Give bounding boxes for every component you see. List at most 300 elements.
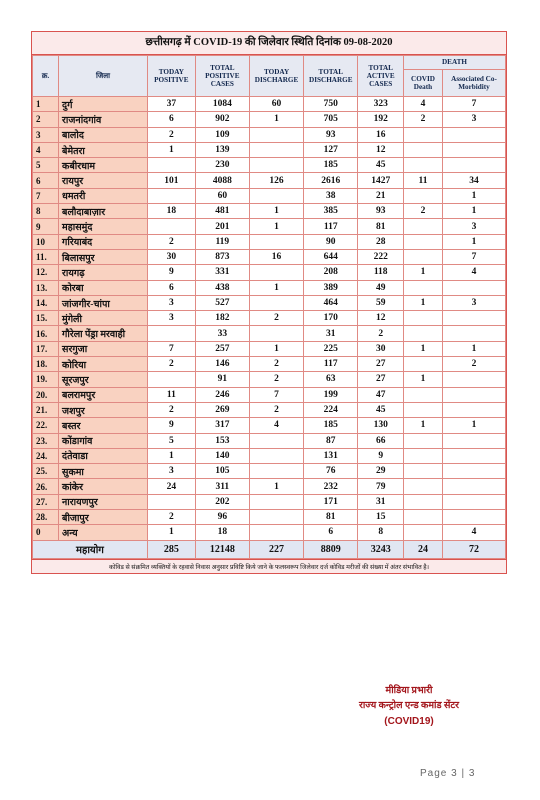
row-total-discharge: 208	[304, 265, 358, 280]
row-comorbidity	[443, 311, 506, 326]
row-district: बालोद	[59, 127, 148, 142]
total-covid-death: 24	[403, 540, 442, 558]
table-row	[33, 173, 506, 188]
table-row	[33, 204, 506, 219]
row-covid-death	[403, 219, 442, 234]
row-today-discharge	[249, 142, 303, 157]
header-death: DEATH	[403, 56, 505, 70]
table-row	[33, 219, 506, 234]
row-today-positive: 9	[147, 265, 195, 280]
table-row	[33, 265, 506, 280]
row-total-positive: 140	[195, 448, 249, 463]
row-active: 8	[358, 525, 404, 540]
row-covid-death: 1	[403, 418, 442, 433]
row-today-positive: 24	[147, 479, 195, 494]
row-active: 45	[358, 158, 404, 173]
row-total-positive: 269	[195, 402, 249, 417]
row-active: 21	[358, 188, 404, 203]
row-total-discharge: 389	[304, 280, 358, 295]
row-today-positive: 9	[147, 418, 195, 433]
row-today-discharge: 2	[249, 372, 303, 387]
row-today-positive: 37	[147, 97, 195, 112]
row-today-positive: 3	[147, 295, 195, 310]
row-today-discharge: 60	[249, 97, 303, 112]
row-total-discharge: 232	[304, 479, 358, 494]
row-active: 49	[358, 280, 404, 295]
row-today-discharge	[249, 510, 303, 525]
row-total-discharge: 131	[304, 448, 358, 463]
table-row	[33, 249, 506, 264]
row-comorbidity: 3	[443, 112, 506, 127]
row-total-positive: 873	[195, 249, 249, 264]
row-active: 130	[358, 418, 404, 433]
row-comorbidity: 1	[443, 204, 506, 219]
row-district: महासमुंद	[59, 219, 148, 234]
row-total-discharge: 87	[304, 433, 358, 448]
row-district: बलौदाबाज़ार	[59, 204, 148, 219]
table-row	[33, 402, 506, 417]
row-comorbidity: 7	[443, 97, 506, 112]
row-today-positive: 2	[147, 510, 195, 525]
signature-line3: (COVID19)	[384, 716, 434, 727]
row-today-discharge	[249, 448, 303, 463]
total-row	[33, 540, 506, 558]
row-district: कोंडागांव	[59, 433, 148, 448]
row-sno: 21.	[33, 402, 59, 417]
row-today-discharge: 2	[249, 357, 303, 372]
row-total-positive: 317	[195, 418, 249, 433]
row-today-positive	[147, 188, 195, 203]
row-district: नारायणपुर	[59, 494, 148, 509]
row-comorbidity	[443, 280, 506, 295]
row-active: 222	[358, 249, 404, 264]
row-total-positive: 60	[195, 188, 249, 203]
row-sno: 8	[33, 204, 59, 219]
row-comorbidity	[443, 448, 506, 463]
row-total-discharge: 6	[304, 525, 358, 540]
row-total-discharge: 93	[304, 127, 358, 142]
row-today-discharge	[249, 295, 303, 310]
row-total-positive: 202	[195, 494, 249, 509]
table-row	[33, 188, 506, 203]
row-active: 118	[358, 265, 404, 280]
row-today-positive	[147, 219, 195, 234]
row-sno: 3	[33, 127, 59, 142]
row-today-discharge: 126	[249, 173, 303, 188]
total-total-positive: 12148	[195, 540, 249, 558]
row-sno: 12.	[33, 265, 59, 280]
row-comorbidity: 1	[443, 234, 506, 249]
row-sno: 14.	[33, 295, 59, 310]
row-total-positive: 230	[195, 158, 249, 173]
row-sno: 4	[33, 142, 59, 157]
row-covid-death: 2	[403, 112, 442, 127]
row-today-discharge: 1	[249, 112, 303, 127]
row-sno: 18.	[33, 357, 59, 372]
row-sno: 5	[33, 158, 59, 173]
row-today-discharge	[249, 464, 303, 479]
row-comorbidity: 1	[443, 188, 506, 203]
row-total-positive: 201	[195, 219, 249, 234]
row-active: 27	[358, 372, 404, 387]
table-row	[33, 510, 506, 525]
row-today-positive	[147, 158, 195, 173]
row-covid-death	[403, 494, 442, 509]
row-district: बस्तर	[59, 418, 148, 433]
row-covid-death	[403, 127, 442, 142]
row-covid-death: 1	[403, 341, 442, 356]
row-comorbidity: 3	[443, 219, 506, 234]
row-sno: 27.	[33, 494, 59, 509]
row-comorbidity	[443, 326, 506, 341]
row-district: गौरेला पेंड्रा मरवाही	[59, 326, 148, 341]
row-sno: 26.	[33, 479, 59, 494]
row-covid-death	[403, 188, 442, 203]
signature-line2: राज्य कन्ट्रोल एन्ड कमांड सेंटर	[358, 701, 460, 711]
row-sno: 7	[33, 188, 59, 203]
row-comorbidity	[443, 464, 506, 479]
row-total-positive: 257	[195, 341, 249, 356]
row-district: जशपुर	[59, 402, 148, 417]
row-district: गरियाबंद	[59, 234, 148, 249]
row-comorbidity	[443, 372, 506, 387]
row-total-positive: 246	[195, 387, 249, 402]
row-total-discharge: 38	[304, 188, 358, 203]
total-active: 3243	[358, 540, 404, 558]
row-today-discharge	[249, 326, 303, 341]
row-total-discharge: 90	[304, 234, 358, 249]
row-total-positive: 119	[195, 234, 249, 249]
row-covid-death	[403, 311, 442, 326]
total-comorbidity: 72	[443, 540, 506, 558]
row-district: अन्य	[59, 525, 148, 540]
footnote: कोविड से संक्रमित व्यक्तियों के रहवासे निवास अनुसार प्रविष्टि किये जाने के फलस्वरूप जिलेवार दर्ज कोविड मरीजों की संख्या में अंतर संभावित है।	[32, 559, 506, 573]
row-total-discharge: 705	[304, 112, 358, 127]
header-comorbidity: Associated Co-Morbidity	[443, 70, 506, 97]
row-total-discharge: 2616	[304, 173, 358, 188]
row-today-discharge	[249, 234, 303, 249]
signature-block	[346, 684, 472, 729]
row-covid-death	[403, 448, 442, 463]
row-district: दुर्ग	[59, 97, 148, 112]
row-today-positive: 3	[147, 464, 195, 479]
row-sno: 25.	[33, 464, 59, 479]
row-sno: 28.	[33, 510, 59, 525]
covid-status-sheet	[31, 31, 507, 574]
row-total-discharge: 224	[304, 402, 358, 417]
row-today-discharge: 2	[249, 311, 303, 326]
row-today-discharge	[249, 188, 303, 203]
row-active: 31	[358, 494, 404, 509]
row-today-discharge: 4	[249, 418, 303, 433]
row-total-discharge: 750	[304, 97, 358, 112]
row-covid-death: 1	[403, 265, 442, 280]
row-covid-death	[403, 464, 442, 479]
row-comorbidity	[443, 433, 506, 448]
row-sno: 9	[33, 219, 59, 234]
row-active: 47	[358, 387, 404, 402]
row-total-positive: 146	[195, 357, 249, 372]
row-comorbidity: 1	[443, 341, 506, 356]
row-active: 93	[358, 204, 404, 219]
row-today-discharge	[249, 127, 303, 142]
row-total-discharge: 31	[304, 326, 358, 341]
row-district: राजनांदगांव	[59, 112, 148, 127]
table-row	[33, 127, 506, 142]
row-active: 323	[358, 97, 404, 112]
row-total-positive: 438	[195, 280, 249, 295]
row-covid-death	[403, 525, 442, 540]
row-today-positive: 5	[147, 433, 195, 448]
row-active: 12	[358, 311, 404, 326]
page-number: Page 3 | 3	[420, 768, 476, 779]
row-total-positive: 105	[195, 464, 249, 479]
row-covid-death	[403, 387, 442, 402]
row-total-positive: 4088	[195, 173, 249, 188]
table-row	[33, 112, 506, 127]
row-today-discharge: 7	[249, 387, 303, 402]
table-row	[33, 357, 506, 372]
row-covid-death: 1	[403, 372, 442, 387]
row-comorbidity	[443, 142, 506, 157]
header-total-discharge: TOTAL DISCHARGE	[304, 56, 358, 97]
row-active: 9	[358, 448, 404, 463]
row-total-discharge: 644	[304, 249, 358, 264]
row-sno: 15.	[33, 311, 59, 326]
row-covid-death	[403, 249, 442, 264]
row-total-discharge: 225	[304, 341, 358, 356]
row-total-positive: 331	[195, 265, 249, 280]
row-sno: 6	[33, 173, 59, 188]
row-district: कांकेर	[59, 479, 148, 494]
row-today-discharge: 1	[249, 479, 303, 494]
header-covid-death: COVID Death	[403, 70, 442, 97]
row-covid-death	[403, 142, 442, 157]
row-covid-death	[403, 326, 442, 341]
row-total-discharge: 81	[304, 510, 358, 525]
total-today-discharge: 227	[249, 540, 303, 558]
row-district: बीजापुर	[59, 510, 148, 525]
row-district: सूरजपुर	[59, 372, 148, 387]
table-row	[33, 372, 506, 387]
row-total-discharge: 385	[304, 204, 358, 219]
table-row	[33, 234, 506, 249]
row-today-discharge: 1	[249, 219, 303, 234]
table-row	[33, 525, 506, 540]
row-comorbidity: 1	[443, 418, 506, 433]
row-today-discharge: 1	[249, 204, 303, 219]
row-total-positive: 182	[195, 311, 249, 326]
row-total-positive: 96	[195, 510, 249, 525]
row-district: धमतरी	[59, 188, 148, 203]
table-row	[33, 494, 506, 509]
row-sno: 19.	[33, 372, 59, 387]
row-comorbidity: 7	[443, 249, 506, 264]
row-active: 28	[358, 234, 404, 249]
row-today-positive: 2	[147, 357, 195, 372]
row-today-positive: 6	[147, 280, 195, 295]
row-active: 27	[358, 357, 404, 372]
row-total-discharge: 185	[304, 418, 358, 433]
row-comorbidity	[443, 479, 506, 494]
row-sno: 20.	[33, 387, 59, 402]
table-row	[33, 158, 506, 173]
row-sno: 0	[33, 525, 59, 540]
row-comorbidity	[443, 158, 506, 173]
row-today-discharge	[249, 494, 303, 509]
row-total-positive: 18	[195, 525, 249, 540]
row-today-positive: 1	[147, 142, 195, 157]
row-comorbidity: 4	[443, 265, 506, 280]
header-total-active: TOTAL ACTIVE CASES	[358, 56, 404, 97]
table-row	[33, 479, 506, 494]
row-active: 16	[358, 127, 404, 142]
row-covid-death	[403, 280, 442, 295]
row-sno: 2	[33, 112, 59, 127]
row-district: दंतेवाडा	[59, 448, 148, 463]
row-sno: 13.	[33, 280, 59, 295]
row-today-positive: 18	[147, 204, 195, 219]
row-comorbidity: 3	[443, 295, 506, 310]
row-today-discharge: 1	[249, 341, 303, 356]
row-district: मुंगेली	[59, 311, 148, 326]
row-district: कबीरधाम	[59, 158, 148, 173]
total-total-discharge: 8809	[304, 540, 358, 558]
row-today-positive: 101	[147, 173, 195, 188]
row-active: 30	[358, 341, 404, 356]
row-today-discharge: 1	[249, 280, 303, 295]
row-today-positive: 1	[147, 525, 195, 540]
table-row	[33, 387, 506, 402]
row-active: 192	[358, 112, 404, 127]
table-row	[33, 433, 506, 448]
row-active: 66	[358, 433, 404, 448]
row-today-positive: 30	[147, 249, 195, 264]
row-total-discharge: 185	[304, 158, 358, 173]
row-total-discharge: 171	[304, 494, 358, 509]
row-covid-death	[403, 234, 442, 249]
row-total-positive: 109	[195, 127, 249, 142]
row-total-positive: 481	[195, 204, 249, 219]
header-district: जिला	[59, 56, 148, 97]
total-label: महायोग	[33, 540, 148, 558]
row-total-positive: 1084	[195, 97, 249, 112]
row-today-discharge: 16	[249, 249, 303, 264]
header-today-discharge: TODAY DISCHARGE	[249, 56, 303, 97]
row-total-discharge: 170	[304, 311, 358, 326]
row-total-discharge: 117	[304, 357, 358, 372]
row-covid-death	[403, 158, 442, 173]
header-today-positive: TODAY POSITIVE	[147, 56, 195, 97]
table-row	[33, 142, 506, 157]
row-today-positive: 3	[147, 311, 195, 326]
row-covid-death	[403, 402, 442, 417]
row-comorbidity	[443, 402, 506, 417]
row-district: कोरिया	[59, 357, 148, 372]
row-total-positive: 33	[195, 326, 249, 341]
row-today-positive: 7	[147, 341, 195, 356]
row-covid-death	[403, 479, 442, 494]
table-row	[33, 97, 506, 112]
table-row	[33, 448, 506, 463]
row-sno: 24.	[33, 448, 59, 463]
row-district: बिलासपुर	[59, 249, 148, 264]
row-covid-death: 11	[403, 173, 442, 188]
row-today-positive: 2	[147, 402, 195, 417]
row-today-discharge	[249, 433, 303, 448]
row-total-discharge: 127	[304, 142, 358, 157]
row-total-discharge: 76	[304, 464, 358, 479]
row-covid-death: 2	[403, 204, 442, 219]
row-district: सरगुजा	[59, 341, 148, 356]
row-district: रायपुर	[59, 173, 148, 188]
row-active: 29	[358, 464, 404, 479]
row-total-positive: 902	[195, 112, 249, 127]
table-row	[33, 341, 506, 356]
row-comorbidity: 2	[443, 357, 506, 372]
row-today-positive: 6	[147, 112, 195, 127]
row-today-discharge	[249, 265, 303, 280]
table-row	[33, 326, 506, 341]
row-comorbidity	[443, 494, 506, 509]
row-district: बेमेतरा	[59, 142, 148, 157]
header-sno: क्र.	[33, 56, 59, 97]
row-covid-death: 1	[403, 295, 442, 310]
row-active: 2	[358, 326, 404, 341]
row-sno: 11.	[33, 249, 59, 264]
row-total-positive: 311	[195, 479, 249, 494]
table-row	[33, 295, 506, 310]
row-comorbidity	[443, 387, 506, 402]
signature-line1: मीडिया प्रभारी	[385, 686, 433, 696]
report-title: छत्तीसगढ़ में COVID-19 की जिलेवार स्थिति दिनांक 09-08-2020	[32, 32, 506, 55]
row-total-positive: 91	[195, 372, 249, 387]
row-today-discharge	[249, 158, 303, 173]
table-row	[33, 418, 506, 433]
header-total-positive: TOTAL POSITIVE CASES	[195, 56, 249, 97]
row-covid-death	[403, 357, 442, 372]
row-today-positive: 1	[147, 448, 195, 463]
row-district: बलरामपुर	[59, 387, 148, 402]
row-active: 81	[358, 219, 404, 234]
row-active: 45	[358, 402, 404, 417]
row-total-discharge: 464	[304, 295, 358, 310]
row-covid-death	[403, 433, 442, 448]
row-sno: 22.	[33, 418, 59, 433]
row-today-positive: 2	[147, 234, 195, 249]
row-total-discharge: 117	[304, 219, 358, 234]
row-total-positive: 153	[195, 433, 249, 448]
total-today-positive: 285	[147, 540, 195, 558]
row-covid-death	[403, 510, 442, 525]
row-today-positive	[147, 372, 195, 387]
row-sno: 1	[33, 97, 59, 112]
row-today-positive: 2	[147, 127, 195, 142]
row-total-discharge: 199	[304, 387, 358, 402]
row-sno: 23.	[33, 433, 59, 448]
row-active: 15	[358, 510, 404, 525]
row-today-positive	[147, 326, 195, 341]
row-comorbidity	[443, 127, 506, 142]
table-row	[33, 464, 506, 479]
row-sno: 10	[33, 234, 59, 249]
row-comorbidity	[443, 510, 506, 525]
row-total-positive: 139	[195, 142, 249, 157]
row-district: रायगढ़	[59, 265, 148, 280]
row-sno: 17.	[33, 341, 59, 356]
row-comorbidity: 4	[443, 525, 506, 540]
table-row	[33, 280, 506, 295]
